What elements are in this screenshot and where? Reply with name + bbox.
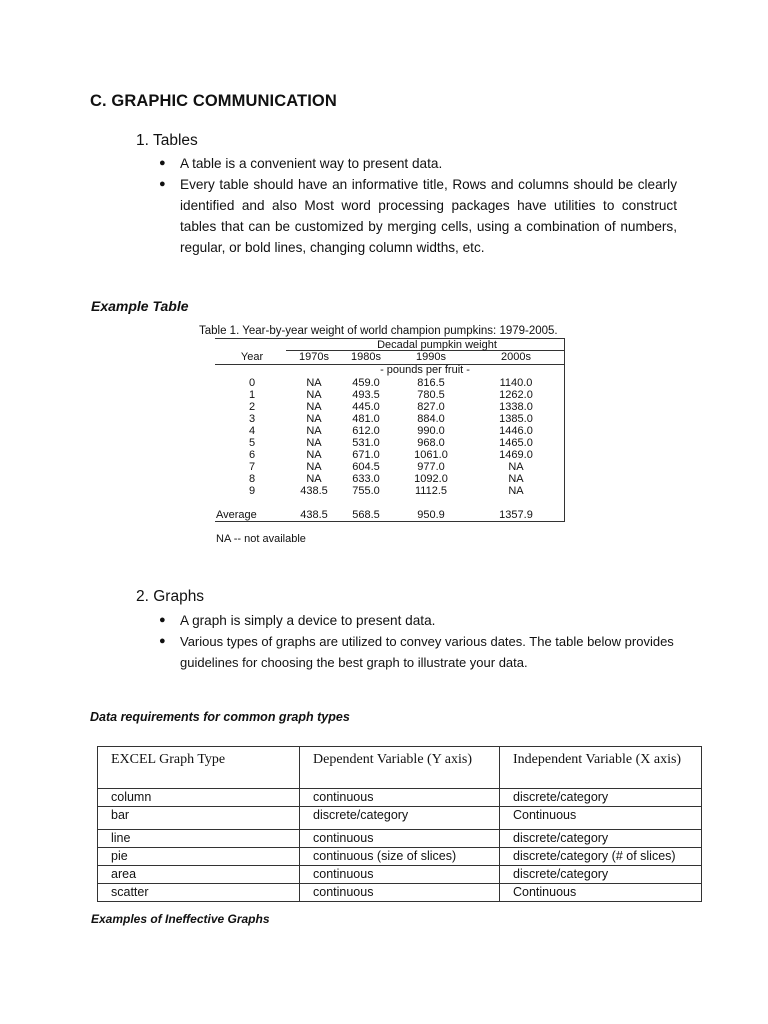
pumpkin-weight-cell: NA — [306, 473, 322, 485]
tables-bullet-list — [160, 153, 677, 258]
graph-guidelines-table — [97, 746, 702, 902]
example-table-label: Example Table — [91, 298, 189, 314]
pumpkin-weight-cell: 1061.0 — [414, 449, 448, 461]
graph-table-row — [98, 866, 702, 884]
graph-table-cell: Continuous — [500, 807, 702, 830]
graph-table-cell: continuous — [300, 884, 500, 902]
pumpkin-weight-cell: NA — [306, 425, 322, 437]
graph-table-row — [98, 830, 702, 848]
section-title: C. GRAPHIC COMMUNICATION — [90, 92, 337, 110]
pumpkin-weight-cell: 459.0 — [352, 377, 380, 389]
pumpkin-col-header: 1990s — [416, 351, 446, 363]
graph-table-cell: discrete/category — [500, 789, 702, 807]
pumpkin-year-cell: 5 — [248, 437, 256, 449]
pumpkin-weight-cell: 1092.0 — [414, 473, 448, 485]
graphs-bullet-2: ● Various types of graphs are utilized to convey various dates. The table below provides guidelines for choosing the best graph to illustrate your data. — [160, 631, 677, 673]
pumpkin-weight-cell: NA — [306, 377, 322, 389]
graph-table-header: Dependent Variable (Y axis) — [300, 747, 500, 789]
pumpkin-weight-cell: NA — [306, 401, 322, 413]
pumpkin-year-cell: 0 — [248, 377, 256, 389]
graph-table-cell: column — [98, 789, 300, 807]
pumpkin-weight-cell: 493.5 — [352, 389, 380, 401]
pumpkin-weight-cell: 633.0 — [352, 473, 380, 485]
pumpkin-weight-cell: 990.0 — [417, 425, 445, 437]
pumpkin-units: - pounds per fruit - — [380, 364, 470, 376]
pumpkin-weight-cell: NA — [306, 449, 322, 461]
pumpkin-weight-cell: 1469.0 — [499, 449, 533, 461]
pumpkin-average-value: 1357.9 — [499, 509, 533, 521]
pumpkin-weight-cell: NA — [306, 461, 322, 473]
pumpkin-year-cell: 3 — [248, 413, 256, 425]
pumpkin-year-cell: 4 — [248, 425, 256, 437]
graph-table-cell: bar — [98, 807, 300, 830]
graph-table-cell: discrete/category — [500, 830, 702, 848]
pumpkin-col-header: 2000s — [501, 351, 531, 363]
pumpkin-year-header: Year — [240, 351, 264, 363]
pumpkin-weight-cell: 481.0 — [352, 413, 380, 425]
ineffective-graphs-label: Examples of Ineffective Graphs — [91, 912, 270, 926]
pumpkin-year-cell: 7 — [248, 461, 256, 473]
graph-table-cell: continuous (size of slices) — [300, 848, 500, 866]
pumpkin-weight-cell: NA — [508, 473, 524, 485]
pumpkin-average-label: Average — [216, 509, 257, 521]
graph-table-row — [98, 884, 702, 902]
graph-table-cell: pie — [98, 848, 300, 866]
pumpkin-weight-cell: 816.5 — [417, 377, 445, 389]
graph-table-cell: area — [98, 866, 300, 884]
tables-bullet-2: ● Every table should have an informative title, Rows and columns should be clearly identified and also Most word processing packages have utilities to construct tables that can be customized by merging cells, using a combination of numbers, regular, or bold lines, changing column widths, etc. — [160, 174, 677, 258]
pumpkin-table-caption: Table 1. Year-by-year weight of world champion pumpkins: 1979-2005. — [199, 325, 558, 337]
pumpkin-weight-cell: NA — [306, 437, 322, 449]
pumpkin-weight-cell: 612.0 — [352, 425, 380, 437]
pumpkin-weight-cell: 1465.0 — [499, 437, 533, 449]
pumpkin-average-value: 568.5 — [352, 509, 380, 521]
pumpkin-weight-cell: 755.0 — [352, 485, 380, 497]
graph-table-cell: discrete/category — [300, 807, 500, 830]
pumpkin-weight-cell: 1385.0 — [499, 413, 533, 425]
graphs-heading: 2. Graphs — [136, 588, 205, 605]
graph-table-cell: continuous — [300, 866, 500, 884]
pumpkin-weight-cell: 1112.5 — [414, 485, 447, 497]
pumpkin-average-value: 950.9 — [417, 509, 445, 521]
pumpkin-weight-cell: 1446.0 — [499, 425, 533, 437]
pumpkin-weight-cell: NA — [306, 389, 322, 401]
pumpkin-weight-cell: 438.5 — [300, 485, 328, 497]
graph-table-cell: line — [98, 830, 300, 848]
pumpkin-year-cell: 1 — [248, 389, 256, 401]
graph-table-header: EXCEL Graph Type — [98, 747, 300, 789]
pumpkin-table-note: NA -- not available — [216, 533, 306, 545]
graph-table-label: Data requirements for common graph types — [90, 710, 350, 724]
graph-table-cell: discrete/category — [500, 866, 702, 884]
pumpkin-group-header: Decadal pumpkin weight — [377, 339, 497, 351]
graph-table-row — [98, 789, 702, 807]
pumpkin-year-cell: 9 — [248, 485, 256, 497]
pumpkin-weight-cell: 977.0 — [417, 461, 445, 473]
pumpkin-weight-cell: NA — [508, 485, 524, 497]
tables-heading: 1. Tables — [136, 132, 198, 149]
graphs-bullet-list — [160, 610, 677, 673]
pumpkin-weight-cell: 1262.0 — [499, 389, 533, 401]
graph-table-row — [98, 848, 702, 866]
graph-table-header: Independent Variable (X axis) — [500, 747, 702, 789]
pumpkin-weight-cell: 968.0 — [417, 437, 445, 449]
pumpkin-weight-cell: 827.0 — [417, 401, 445, 413]
pumpkin-year-cell: 6 — [248, 449, 256, 461]
pumpkin-year-cell: 2 — [248, 401, 256, 413]
pumpkin-average-value: 438.5 — [300, 509, 328, 521]
pumpkin-table — [215, 338, 565, 522]
pumpkin-weight-cell: 604.5 — [352, 461, 380, 473]
graph-table-header-row — [98, 747, 702, 789]
pumpkin-weight-cell: 1140.0 — [499, 377, 533, 389]
tables-bullet-1: ● A table is a convenient way to present data. — [160, 153, 677, 174]
graph-table-row — [98, 807, 702, 830]
pumpkin-col-header: 1970s — [299, 351, 329, 363]
pumpkin-col-header: 1980s — [351, 351, 381, 363]
pumpkin-weight-cell: 671.0 — [352, 449, 380, 461]
graph-table-cell: scatter — [98, 884, 300, 902]
graph-table-cell: continuous — [300, 830, 500, 848]
graphs-bullet-1: ● A graph is simply a device to present data. — [160, 610, 677, 631]
pumpkin-weight-cell: 780.5 — [417, 389, 445, 401]
graph-table-cell: discrete/category (# of slices) — [500, 848, 702, 866]
pumpkin-weight-cell: NA — [306, 413, 322, 425]
pumpkin-weight-cell: 445.0 — [352, 401, 380, 413]
graph-table-cell: Continuous — [500, 884, 702, 902]
graph-table-cell: continuous — [300, 789, 500, 807]
pumpkin-weight-cell: NA — [508, 461, 524, 473]
pumpkin-year-cell: 8 — [248, 473, 256, 485]
pumpkin-weight-cell: 884.0 — [417, 413, 445, 425]
pumpkin-weight-cell: 1338.0 — [499, 401, 533, 413]
pumpkin-weight-cell: 531.0 — [352, 437, 380, 449]
